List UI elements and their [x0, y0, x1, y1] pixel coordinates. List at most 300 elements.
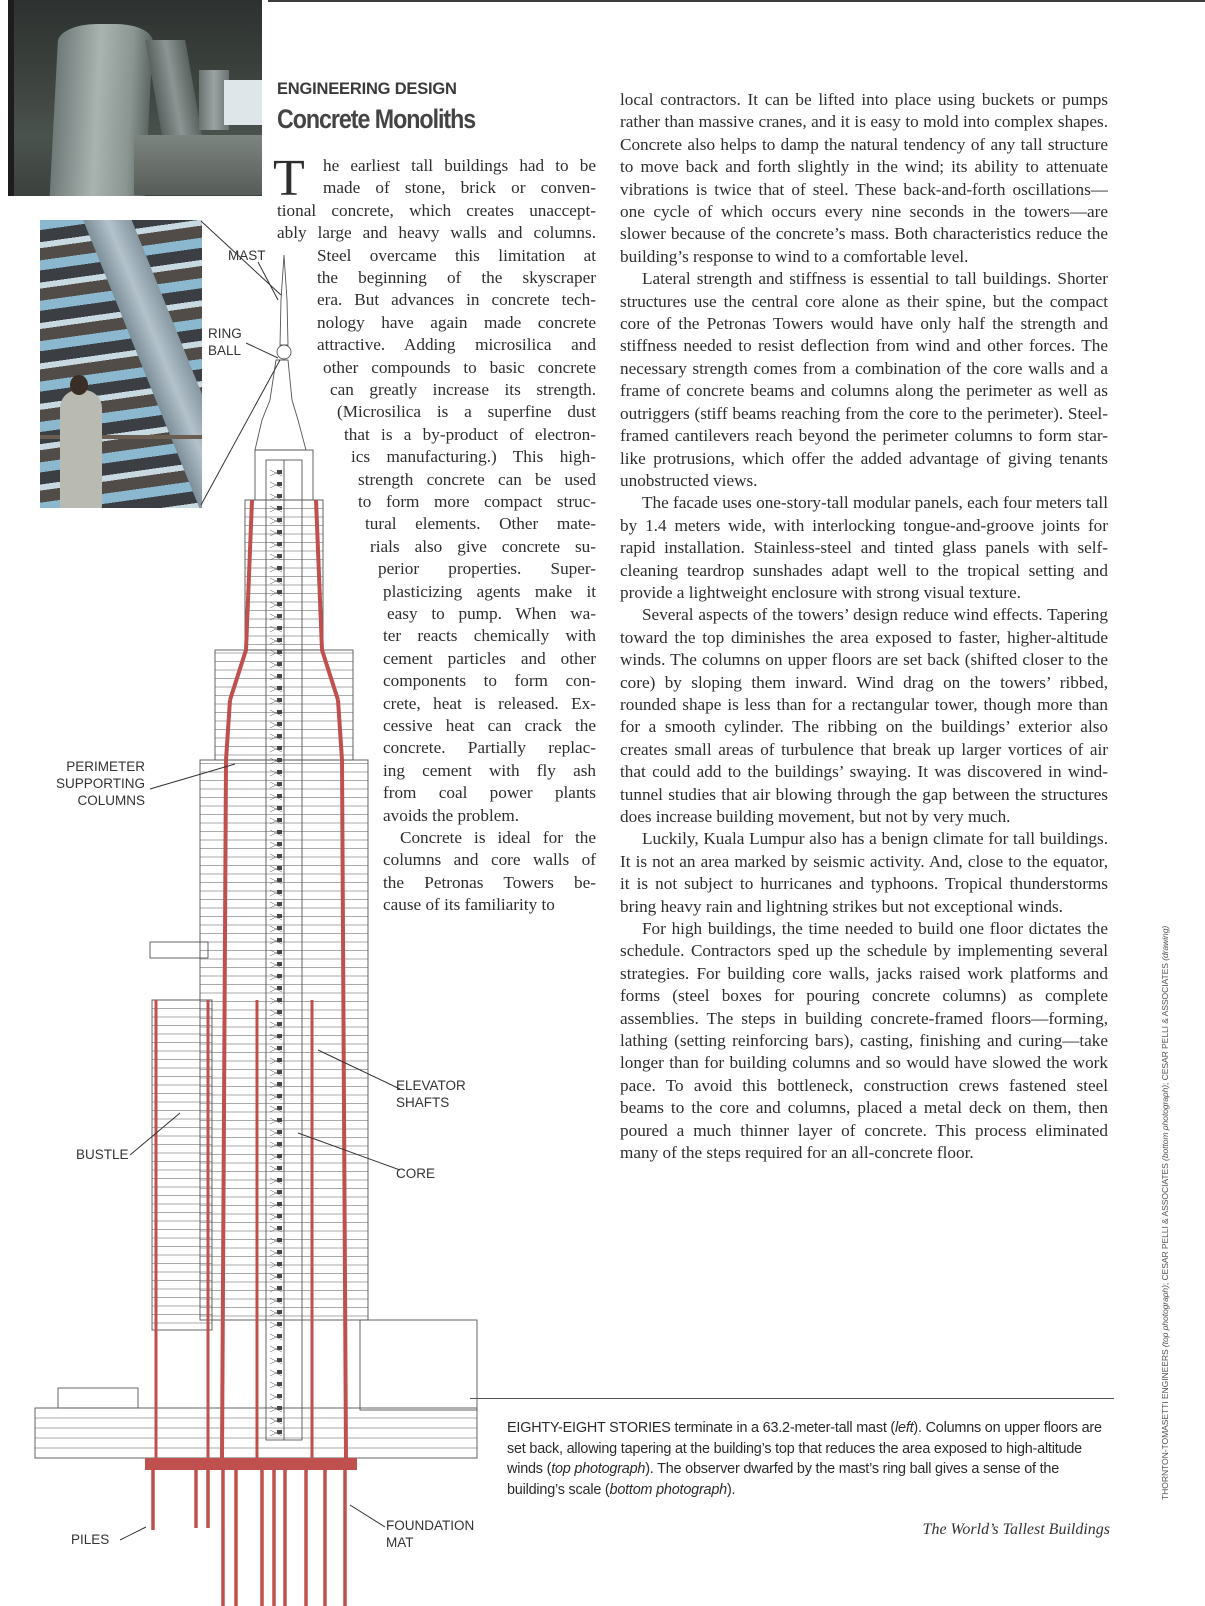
label-perimeter-supporting-columns: [55, 758, 145, 809]
elevator-car: [277, 1082, 282, 1086]
shaft-brace: [270, 782, 282, 788]
elevator-car: [277, 1358, 282, 1362]
shaft-brace: [270, 614, 282, 620]
shaft-brace: [270, 518, 282, 524]
shaft-brace: [270, 1190, 282, 1196]
shaft-brace: [270, 1346, 282, 1352]
label-foundation: FOUNDATION: [386, 1518, 475, 1533]
shaft-brace: [270, 1118, 282, 1124]
elevator-car: [277, 710, 282, 714]
shaft-brace: [270, 1130, 282, 1136]
shaft-brace: [270, 722, 282, 728]
elevator-car: [277, 542, 282, 546]
shaft-brace: [270, 878, 282, 884]
caption-text: ).: [726, 1481, 736, 1498]
shaft-brace: [270, 674, 282, 680]
shaft-brace: [270, 758, 282, 764]
shaft-brace: [270, 1046, 282, 1052]
shaft-brace: [270, 1094, 282, 1100]
perimeter-column: [226, 700, 230, 760]
elevator-car: [277, 686, 282, 690]
shaft-brace: [270, 698, 282, 704]
label-mat: MAT: [386, 1535, 414, 1550]
shaft-brace: [270, 1142, 282, 1148]
shaft-brace: [270, 1010, 282, 1016]
label-elevator: ELEVATOR: [396, 1078, 466, 1093]
shaft-brace: [270, 1286, 282, 1292]
top-rule: [268, 0, 1205, 2]
shaft-brace: [270, 650, 282, 656]
figure-caption: [507, 1418, 1107, 1500]
shaft-brace: [270, 1430, 282, 1436]
elevator-car: [277, 1034, 282, 1038]
shaft-brace: [270, 1082, 282, 1088]
mast: [280, 255, 288, 345]
shaft-brace: [270, 578, 282, 584]
shaft-brace: [270, 950, 282, 956]
shaft-brace: [270, 1082, 282, 1088]
shaft-brace: [270, 470, 282, 476]
elevator-car: [277, 566, 282, 570]
elevator-car: [277, 1394, 282, 1398]
caption-text: terminate in a 63.2-meter-tall mast (: [670, 1420, 896, 1436]
elevator-car: [277, 530, 282, 534]
shaft-brace: [270, 1058, 282, 1064]
paragraph: Lateral strength and stiffness is essential to tall buildings. Shorter structures use the central core alone as their spine, but the compact core of the Petronas Towers would have only half the strength and stiffness needed to resist deflection from wind and other forces. The necessary strength comes from a combination of the core walls and a frame of concrete beams and columns along the perimeter as well as outriggers (stiff beams reaching from the core to the perimeter). Steel-framed cantilevers reach beyond the perimeter columns to form star-like protrusions, which offer the added advantage of giving tenants unobstructed views.: [620, 269, 1108, 490]
shaft-brace: [270, 1070, 282, 1076]
elevator-car: [277, 854, 282, 858]
leader-core: [298, 1133, 400, 1170]
shaft-brace: [270, 626, 282, 632]
shaft-brace: [270, 866, 282, 872]
credit-text: ; CESAR PELLI & ASSOCIATES: [1160, 1160, 1170, 1286]
elevator-car: [277, 1010, 282, 1014]
elevator-car: [277, 662, 282, 666]
shaft-brace: [270, 566, 282, 572]
shaft-brace: [270, 1310, 282, 1316]
elevator-car: [277, 1430, 282, 1434]
shaft-brace: [270, 1310, 282, 1316]
shaft-brace: [270, 1226, 282, 1232]
elevator-car: [277, 1058, 282, 1062]
shaft-brace: [270, 602, 282, 608]
shaft-brace: [270, 926, 282, 932]
spire: [255, 360, 306, 450]
elevator-car: [277, 470, 282, 474]
shaft-brace: [270, 1358, 282, 1364]
elevator-car: [277, 782, 282, 786]
left-column-line: easy to pump. When wa-: [387, 604, 596, 623]
left-column-line: nology have again made concrete: [317, 312, 596, 332]
perimeter-column: [316, 500, 322, 650]
elevator-car: [277, 1322, 282, 1326]
elevator-car: [277, 866, 282, 870]
shaft-brace: [270, 986, 282, 992]
shaft-brace: [270, 890, 282, 896]
shaft-brace: [270, 698, 282, 704]
credit-text: THORNTON-TOMASETTI ENGINEERS: [1160, 1347, 1170, 1500]
elevator-car: [277, 638, 282, 642]
left-column-line: cement particles and other: [383, 648, 596, 668]
label-columns: COLUMNS: [77, 793, 145, 808]
shaft-brace: [270, 1022, 282, 1028]
podium-annex: [360, 1320, 477, 1410]
shaft-brace: [270, 938, 282, 944]
shaft-brace: [270, 1010, 282, 1016]
label-bustle: BUSTLE: [76, 1147, 129, 1162]
label-elevator-shafts: [396, 1077, 466, 1111]
label-core: CORE: [396, 1166, 436, 1181]
left-column-line: cessive heat can crack the: [383, 716, 596, 735]
shaft-brace: [270, 746, 282, 752]
paragraph: Luckily, Kuala Lumpur also has a benign climate for tall buildings. It is not an area marked by seismic activity. And, close to the equator, it is not subject to hurricanes and typhoons. Tropical thunderstorms bring heavy rain and lightning strikes but not exceptional winds.: [620, 829, 1108, 916]
elevator-car: [277, 818, 282, 822]
elevator-car: [277, 1370, 282, 1374]
shaft-brace: [270, 902, 282, 908]
shaft-brace: [270, 710, 282, 716]
leader-elevator: [318, 1050, 400, 1089]
shaft-brace: [270, 1202, 282, 1208]
label-ball: BALL: [208, 343, 242, 358]
shaft-brace: [270, 758, 282, 764]
shaft-brace: [270, 998, 282, 1004]
shaft-brace: [270, 566, 282, 572]
elevator-car: [277, 998, 282, 1002]
shaft-brace: [270, 914, 282, 920]
drop-cap: T: [273, 150, 305, 207]
bottom-photograph-ring-ball-observer: [40, 220, 202, 508]
elevator-car: [277, 890, 282, 894]
foundation-mat: [145, 1458, 357, 1470]
elevator-car: [277, 746, 282, 750]
left-column-line: (Microsilica is a superfine dust: [337, 402, 596, 422]
tower-tier: [215, 650, 353, 760]
shaft-brace: [270, 1166, 282, 1172]
left-column-line: ably large and heavy walls and columns.: [277, 223, 596, 243]
shaft-brace: [270, 962, 282, 968]
label-ring: RING: [208, 326, 242, 341]
credit-em: (top photograph): [1160, 1285, 1170, 1348]
elevator-car: [277, 878, 282, 882]
elevator-car: [277, 974, 282, 978]
caption-em: left: [895, 1420, 914, 1436]
elevator-car: [277, 1118, 282, 1122]
shaft-brace: [270, 1418, 282, 1424]
shaft-brace: [270, 806, 282, 812]
shaft-brace: [270, 1070, 282, 1076]
shaft-brace: [270, 998, 282, 1004]
shaft-brace: [270, 794, 282, 800]
shaft-brace: [270, 1298, 282, 1304]
shaft-brace: [270, 530, 282, 536]
leader-perimeter: [150, 764, 235, 789]
paragraph: For high buildings, the time needed to build one floor dictates the schedule. Contractors sped up the schedule by implementing several strategies. For building core walls, jacks raised work platforms and forms (steel boxes for pouring concrete columns) as complete assemblies. The steps in building concrete-framed floors—forming, lathing (setting reinforcing bars), casting, finishing and curing—take longer than for building columns and so would have slowed the work pace. To avoid this bottleneck, construction crews fastened steel beams to the core and columns, placed a metal deck on them, then poured a much thinner layer of concrete. This process eliminated many of the steps required for an all-concrete floor.: [620, 919, 1108, 1163]
left-column-line: plasticizing agents make it: [383, 581, 596, 601]
shaft-brace: [270, 734, 282, 740]
elevator-car: [277, 1070, 282, 1074]
left-column-line: the Petronas Towers be-: [383, 872, 596, 892]
shaft-brace: [270, 686, 282, 692]
shaft-brace: [270, 1034, 282, 1040]
perimeter-column: [222, 760, 226, 1458]
shaft-brace: [270, 1250, 282, 1256]
caption-em: bottom photograph: [609, 1481, 727, 1498]
elevator-car: [277, 770, 282, 774]
elevator-car: [277, 950, 282, 954]
elevator-car: [277, 698, 282, 702]
elevator-car: [277, 914, 282, 918]
ring-ball: [277, 345, 291, 359]
shaft-brace: [270, 1154, 282, 1160]
left-column-line: Concrete is ideal for the: [400, 828, 596, 847]
shaft-brace: [270, 542, 282, 548]
shaft-brace: [270, 1106, 282, 1112]
left-column-line: era. But advances in concrete tech-: [317, 290, 596, 310]
label-piles: PILES: [71, 1532, 110, 1547]
top-photograph-concrete-columns: [8, 0, 262, 196]
shaft-brace: [270, 1058, 282, 1064]
shaft-brace: [270, 1358, 282, 1364]
shaft-brace: [270, 518, 282, 524]
shaft-brace: [270, 1346, 282, 1352]
shaft-brace: [270, 734, 282, 740]
shaft-brace: [270, 590, 282, 596]
label-foundation-mat: [386, 1517, 474, 1551]
caption-text: ). Columns on upper floors are set back, allowing tapering at the building’s top that reduces the area exposed to high-altitude winds (: [507, 1420, 1102, 1477]
shaft-brace: [270, 662, 282, 668]
elevator-car: [277, 1142, 282, 1146]
shaft-brace: [270, 1250, 282, 1256]
tower-tier: [255, 450, 313, 500]
elevator-car: [277, 1238, 282, 1242]
leader-photo-bottom: [201, 360, 280, 505]
shaft-brace: [270, 746, 282, 752]
shaft-brace: [270, 1430, 282, 1436]
leader-ring-ball: [246, 343, 278, 358]
shaft-brace: [270, 854, 282, 860]
shaft-brace: [270, 818, 282, 824]
bustle-top: [150, 942, 208, 958]
elevator-car: [277, 734, 282, 738]
elevator-car: [277, 1406, 282, 1410]
left-column-line: to form more compact struc-: [358, 492, 596, 511]
shaft-brace: [270, 1130, 282, 1136]
elevator-car: [277, 1106, 282, 1110]
shaft-brace: [270, 1202, 282, 1208]
shaft-brace: [270, 782, 282, 788]
shaft-brace: [270, 530, 282, 536]
left-column-line: other compounds to basic concrete: [323, 357, 596, 377]
label-mast: MAST: [228, 248, 266, 263]
elevator-car: [277, 1298, 282, 1302]
shaft-brace: [270, 1418, 282, 1424]
elevator-car: [277, 590, 282, 594]
shaft-brace: [270, 878, 282, 884]
elevator-car: [277, 1166, 282, 1170]
elevator-car: [277, 518, 282, 522]
elevator-car: [277, 494, 282, 498]
elevator-car: [277, 1226, 282, 1230]
paragraph: Several aspects of the towers’ design reduce wind effects. Tapering toward the top diminishes the area exposed to faster, higher-altitude winds. The columns on upper floors are set back (shifted closer to the core) by sloping them inward. Wind drag on the towers’ ribbed, rounded shape is less than for a rectangular tower, though more than for a smooth cylinder. The ribbing on the buildings’ exterior also creates small areas of turbulence that break up larger vortices of air that could add to the buildings’ swaying. It was discovered in wind-tunnel studies that air blowing through the gap between the structures does increase building movement, but not by very much.: [620, 605, 1108, 826]
left-column-line: the beginning of the skyscraper: [317, 268, 596, 287]
shaft-brace: [270, 722, 282, 728]
shaft-brace: [270, 1094, 282, 1100]
shaft-brace: [270, 1118, 282, 1124]
shaft-brace: [270, 662, 282, 668]
shaft-brace: [270, 494, 282, 500]
shaft-brace: [270, 926, 282, 932]
elevator-car: [277, 938, 282, 942]
left-column-line: ing cement with fly ash: [383, 760, 596, 780]
elevator-car: [277, 986, 282, 990]
shaft-brace: [270, 842, 282, 848]
shaft-brace: [270, 806, 282, 812]
left-column-line: Steel overcame this limitation at: [317, 245, 596, 265]
label-perimeter: PERIMETER: [66, 759, 145, 774]
core-walls: [266, 460, 302, 1440]
shaft-brace: [270, 770, 282, 776]
shaft-brace: [270, 902, 282, 908]
shaft-brace: [270, 638, 282, 644]
shaft-brace: [270, 1322, 282, 1328]
right-column-text: [620, 89, 1108, 1165]
shaft-brace: [270, 482, 282, 488]
bustle: [152, 1000, 212, 1330]
credit-em: (bottom photograph): [1160, 1084, 1170, 1161]
elevator-car: [277, 578, 282, 582]
shaft-brace: [270, 1166, 282, 1172]
shaft-brace: [270, 794, 282, 800]
caption-em: top photograph: [551, 1461, 646, 1477]
left-column-line: ter reacts chemically with: [383, 626, 596, 646]
article-title: Concrete Monoliths: [277, 104, 476, 134]
shaft-brace: [270, 1286, 282, 1292]
shaft-brace: [270, 650, 282, 656]
leader-piles: [120, 1527, 146, 1540]
elevator-car: [277, 1094, 282, 1098]
shaft-brace: [270, 1214, 282, 1220]
section-kicker: ENGINEERING DESIGN: [277, 80, 457, 98]
elevator-car: [277, 614, 282, 618]
caption-lead: EIGHTY-EIGHT STORIES: [507, 1420, 671, 1436]
elevator-car: [277, 830, 282, 834]
shaft-brace: [270, 1406, 282, 1412]
shaft-brace: [270, 626, 282, 632]
shaft-brace: [270, 710, 282, 716]
elevator-car: [277, 1346, 282, 1350]
shaft-brace: [270, 1394, 282, 1400]
shaft-brace: [270, 1298, 282, 1304]
shaft-brace: [270, 674, 282, 680]
leader-mast-label: [258, 262, 278, 300]
elevator-car: [277, 902, 282, 906]
elevator-car: [277, 1262, 282, 1266]
left-column-line: that is a by-product of electron-: [344, 424, 596, 444]
left-column-line: ics manufacturing.) This high-: [351, 447, 596, 467]
elevator-car: [277, 794, 282, 798]
left-column-line: made of stone, brick or conven-: [323, 178, 596, 198]
shaft-brace: [270, 1322, 282, 1328]
shaft-brace: [270, 506, 282, 512]
shaft-brace: [270, 590, 282, 596]
perimeter-column: [230, 650, 246, 700]
perimeter-column: [322, 650, 338, 700]
shaft-brace: [270, 1382, 282, 1388]
shaft-brace: [270, 842, 282, 848]
elevator-car: [277, 1214, 282, 1218]
shaft-brace: [270, 1046, 282, 1052]
shaft-brace: [270, 974, 282, 980]
photo-credit: [1160, 900, 1170, 1500]
shaft-brace: [270, 1382, 282, 1388]
shaft-brace: [270, 950, 282, 956]
leader-bustle: [130, 1113, 180, 1155]
shaft-brace: [270, 962, 282, 968]
shaft-brace: [270, 818, 282, 824]
podium: [35, 1408, 477, 1458]
elevator-car: [277, 1154, 282, 1158]
elevator-car: [277, 1274, 282, 1278]
elevator-car: [277, 1046, 282, 1050]
label-shafts: SHAFTS: [396, 1095, 450, 1110]
tower-tier: [200, 760, 368, 1320]
elevator-car: [277, 806, 282, 810]
left-column-line: tional concrete, which creates unaccept-: [277, 200, 596, 220]
shaft-brace: [270, 554, 282, 560]
elevator-car: [277, 1022, 282, 1026]
shaft-brace: [270, 986, 282, 992]
elevator-car: [277, 1250, 282, 1254]
elevator-car: [277, 602, 282, 606]
shaft-brace: [270, 854, 282, 860]
shaft-brace: [270, 1238, 282, 1244]
shaft-brace: [270, 638, 282, 644]
elevator-car: [277, 1334, 282, 1338]
elevator-car: [277, 1418, 282, 1422]
elevator-car: [277, 1202, 282, 1206]
left-column-line: perior properties. Super-: [378, 559, 596, 579]
shaft-brace: [270, 578, 282, 584]
shaft-brace: [270, 890, 282, 896]
elevator-car: [277, 650, 282, 654]
label-supporting: SUPPORTING: [55, 776, 145, 791]
shaft-brace: [270, 1154, 282, 1160]
shaft-brace: [270, 614, 282, 620]
shaft-brace: [270, 1238, 282, 1244]
left-column-line: cause of its familiarity to: [383, 895, 555, 915]
caption-rule: [470, 1398, 1114, 1399]
elevator-car: [277, 1190, 282, 1194]
shaft-brace: [270, 1370, 282, 1376]
elevator-car: [277, 1130, 282, 1134]
shaft-brace: [270, 1178, 282, 1184]
shaft-brace: [270, 1178, 282, 1184]
shaft-brace: [270, 482, 282, 488]
left-column-line: crete, heat is released. Ex-: [383, 693, 596, 713]
left-column-line: tural elements. Other mate-: [365, 514, 596, 534]
left-column-line: from coal power plants: [383, 783, 596, 803]
shaft-brace: [270, 686, 282, 692]
shaft-brace: [270, 770, 282, 776]
elevator-car: [277, 674, 282, 678]
tower-tier: [245, 500, 323, 650]
elevator-car: [277, 926, 282, 930]
elevator-car: [277, 962, 282, 966]
shaft-brace: [270, 1022, 282, 1028]
shaft-brace: [270, 1106, 282, 1112]
shaft-brace: [270, 602, 282, 608]
paragraph: The facade uses one-story-tall modular panels, each four meters tall by 1.4 meters wide, with interlocking tongue-and-groove joints for rapid installation. Stainless-steel and tinted glass panels with self-cleaning teardrop sunshades adapt well to the tropical setting and provide a lightweight enclosure with strong visual texture.: [620, 493, 1108, 602]
